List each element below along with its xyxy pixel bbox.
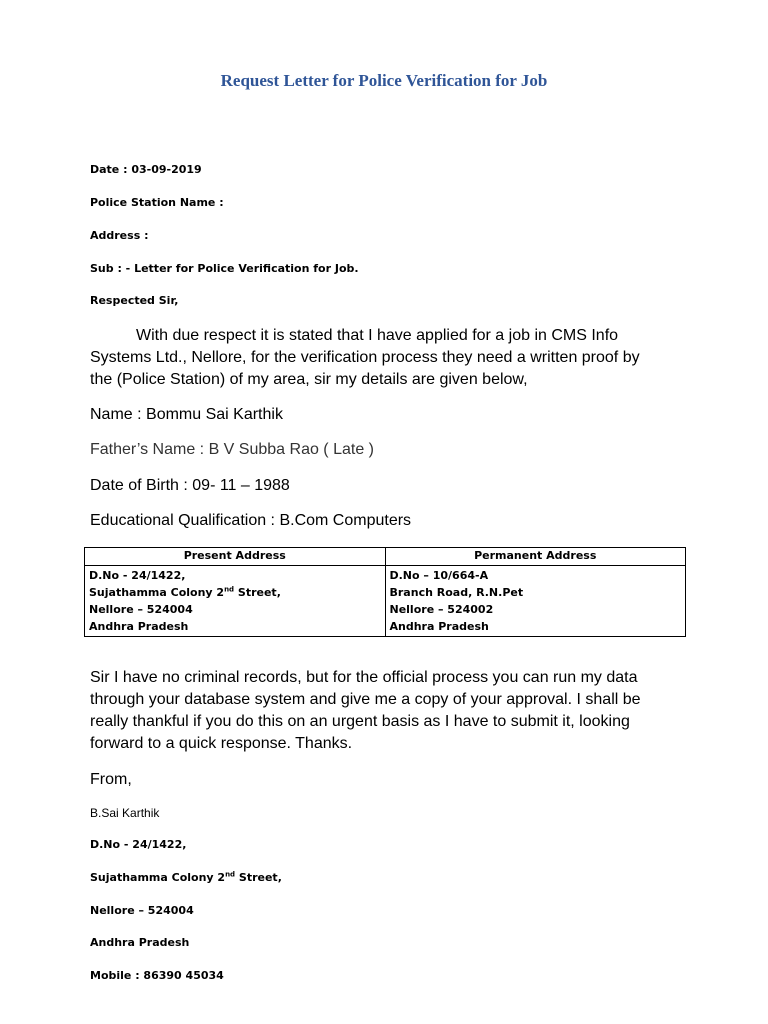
closing-line: forward to a quick response. Thanks. (90, 735, 353, 752)
closing-line: through your database system and give me a copy of your approval. I shall be (90, 691, 641, 708)
signoff-from: From, (90, 771, 132, 788)
salutation: Respected Sir, (90, 294, 179, 307)
permanent-address-cell: D.No – 10/664-A Branch Road, R.N.Pet Nellore – 524002 Andhra Pradesh (385, 566, 686, 637)
father-detail: Father’s Name : B V Subba Rao ( Late ) (90, 441, 374, 458)
dob-detail: Date of Birth : 09- 11 – 1988 (90, 477, 290, 494)
closing-paragraph (90, 667, 690, 755)
intro-line: the (Police Station) of my area, sir my details are given below, (90, 371, 528, 388)
signoff-address-line2: Sujathamma Colony 2nd Street, (90, 870, 282, 884)
table-row (85, 566, 686, 637)
name-detail: Name : Bommu Sai Karthik (90, 406, 283, 423)
signoff-name: B.Sai Karthik (90, 806, 160, 820)
signoff-address-line4: Andhra Pradesh (90, 936, 190, 949)
subject-line: Sub : - Letter for Police Verification for Job. (90, 262, 359, 275)
table-header-permanent: Permanent Address (385, 548, 686, 566)
signoff-address-line3: Nellore – 524004 (90, 904, 194, 917)
intro-line: Systems Ltd., Nellore, for the verification process they need a written proof by (90, 349, 640, 366)
closing-line: Sir I have no criminal records, but for the official process you can run my data (90, 669, 638, 686)
address-table (84, 547, 686, 637)
table-header-present: Present Address (85, 548, 386, 566)
date-line: Date : 03-09-2019 (90, 163, 202, 176)
signoff-address-line1: D.No - 24/1422, (90, 838, 187, 851)
address-line: Address : (90, 229, 149, 242)
present-address-cell: D.No - 24/1422, Sujathamma Colony 2nd Street, Nellore – 524004 Andhra Pradesh (85, 566, 386, 637)
intro-line: With due respect it is stated that I have applied for a job in CMS Info (136, 327, 619, 344)
signoff-mobile: Mobile : 86390 45034 (90, 969, 224, 982)
intro-paragraph (90, 325, 690, 391)
document-title: Request Letter for Police Verification for Job (220, 71, 548, 90)
police-station-line: Police Station Name : (90, 196, 224, 209)
education-detail: Educational Qualification : B.Com Computers (90, 512, 412, 529)
closing-line: really thankful if you do this on an urgent basis as I have to submit it, looking (90, 713, 630, 730)
